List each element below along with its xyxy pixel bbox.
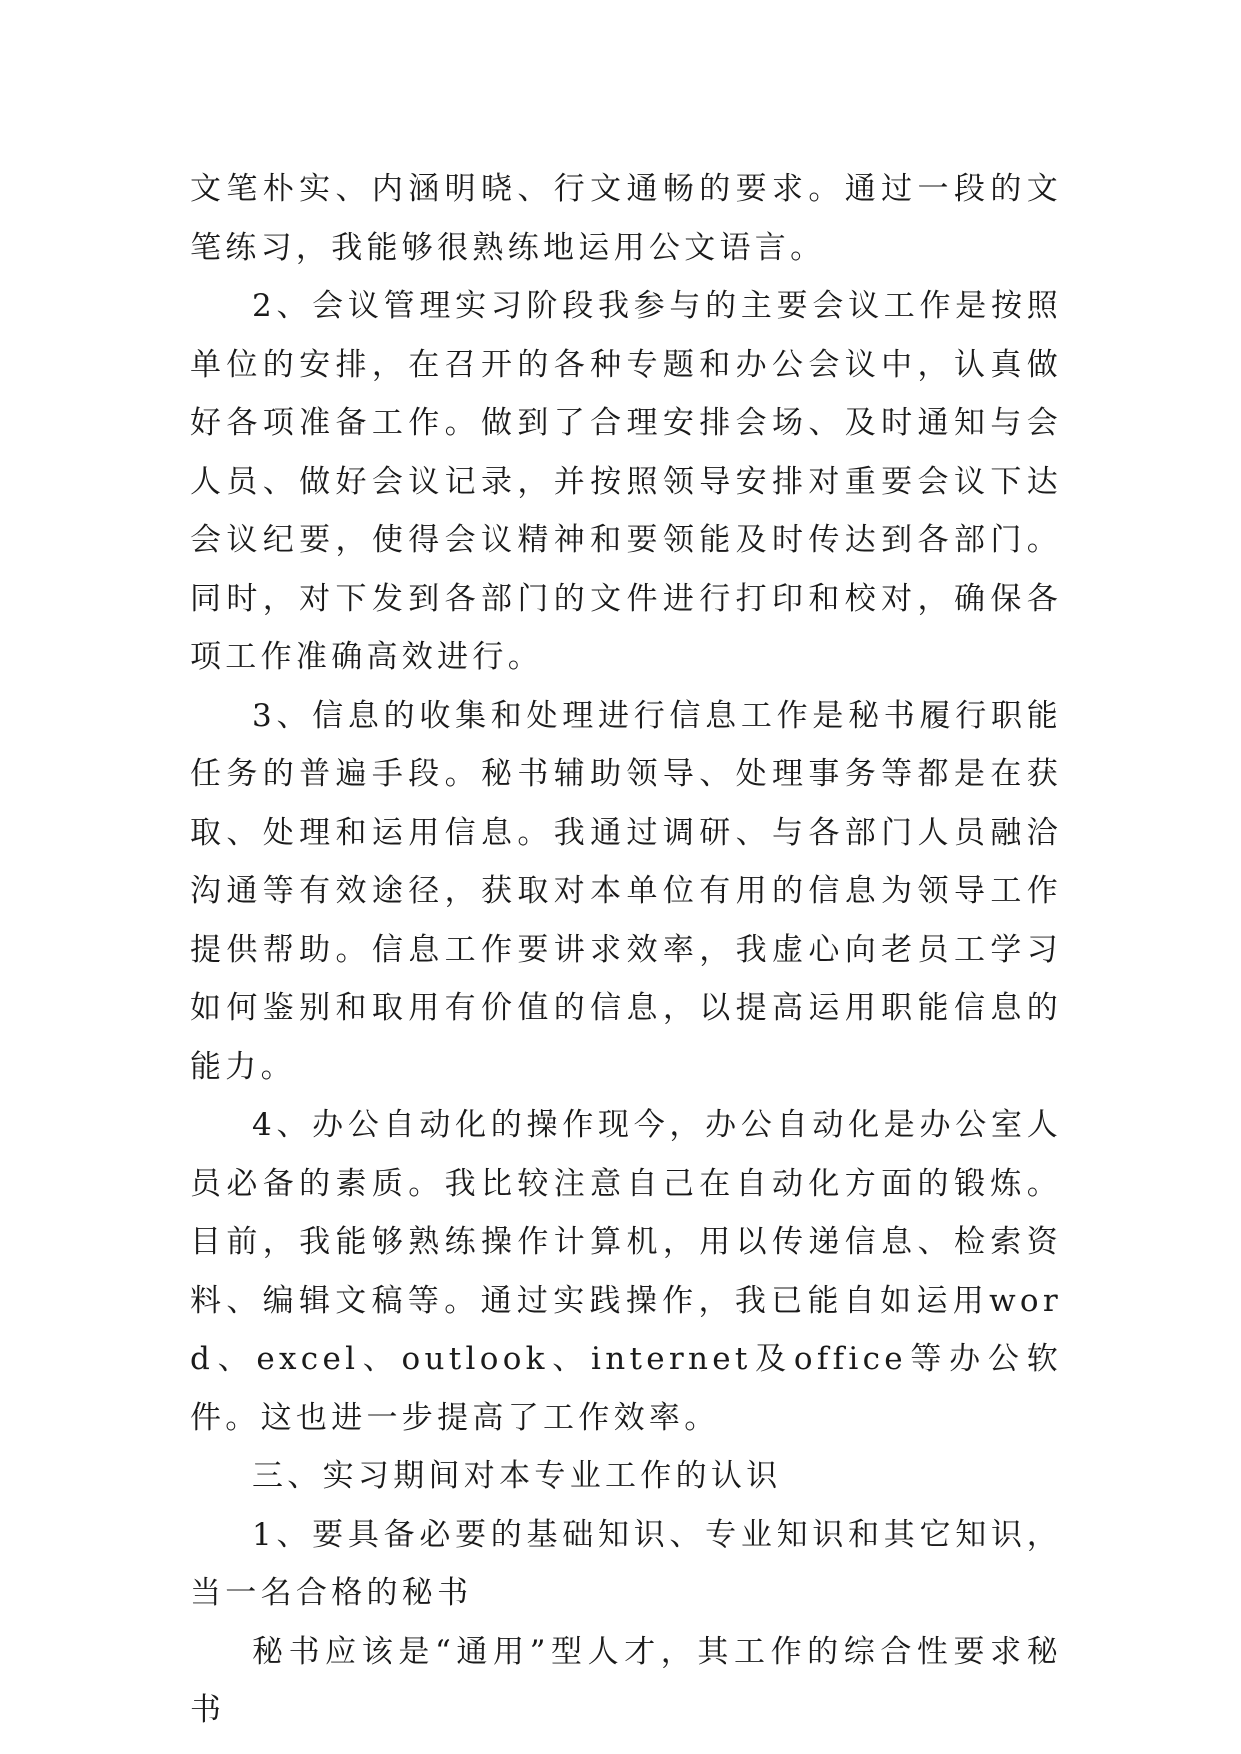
paragraph-continuation: 文笔朴实、内涵明晓、行文通畅的要求。通过一段的文笔练习，我能够很熟练地运用公文语言。 [190,171,1062,266]
paragraph-office-automation: 4、办公自动化的操作现今，办公自动化是办公室人员必备的素质。我比较注意自己在自动化方面的锻炼。目前，我能够熟练操作计算机，用以传递信息、检索资料、编辑文稿等。通过实践操作，我已能自如运用word、excel、outlook、internet及office等办公软件。这也进一步提高了工作效率。 [190,1107,1062,1436]
section-heading-three: 三、实习期间对本专业工作的认识 [252,1458,782,1494]
paragraph-information-handling: 3、信息的收集和处理进行信息工作是秘书履行职能任务的普遍手段。秘书辅助领导、处理事务等都是在获取、处理和运用信息。我通过调研、与各部门人员融洽沟通等有效途径，获取对本单位有用的信息为领导工作提供帮助。信息工作要讲求效率，我虚心向老员工学习如何鉴别和取用有价值的信息，以提高运用职能信息的能力。 [190,697,1062,1085]
subheading-one: 1、要具备必要的基础知识、专业知识和其它知识，当一名合格的秘书 [190,1516,1062,1611]
paragraph-meeting-management: 2、会议管理实习阶段我参与的主要会议工作是按照单位的安排，在召开的各种专题和办公会议中，认真做好各项准备工作。做到了合理安排会场、及时通知与会人员、做好会议记录，并按照领导安排对重要会议下达会议纪要，使得会议精神和要领能及时传达到各部门。同时，对下发到各部门的文件进行打印和校对，确保各项工作准确高效进行。 [190,288,1062,675]
paragraph-secretary-generalist: 秘书应该是“通用”型人才，其工作的综合性要求秘书 [190,1633,1063,1728]
document-body [190,160,1062,1740]
